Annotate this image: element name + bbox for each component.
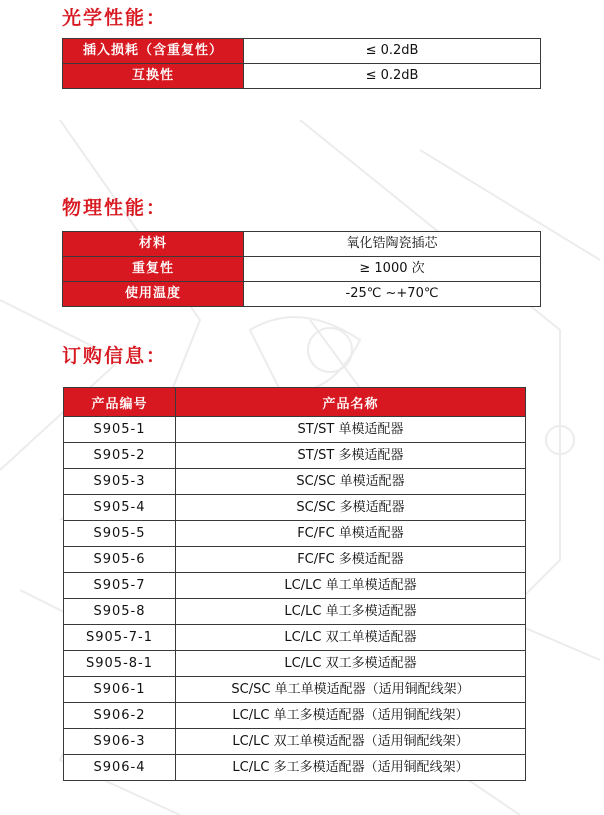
physical-spec-table bbox=[62, 231, 541, 307]
column-header-name: 产品名称 bbox=[176, 388, 526, 417]
product-code-cell: S905-6 bbox=[64, 547, 176, 573]
table-row bbox=[64, 651, 526, 677]
table-header-row bbox=[64, 388, 526, 417]
table-row bbox=[64, 495, 526, 521]
table-row bbox=[64, 443, 526, 469]
spec-label: 互换性 bbox=[63, 64, 244, 89]
ordering-table bbox=[63, 387, 526, 781]
ordering-heading: 订购信息： bbox=[62, 345, 168, 367]
product-code-cell: S906-1 bbox=[64, 677, 176, 703]
product-name-cell: LC/LC 单工单模适配器 bbox=[176, 573, 526, 599]
product-name-cell: FC/FC 多模适配器 bbox=[176, 547, 526, 573]
product-name-cell: SC/SC 多模适配器 bbox=[176, 495, 526, 521]
spec-value: ≥ 1000 次 bbox=[244, 257, 541, 282]
table-row bbox=[64, 573, 526, 599]
table-row bbox=[64, 469, 526, 495]
optical-heading: 光学性能： bbox=[62, 7, 168, 29]
product-name-cell: FC/FC 单模适配器 bbox=[176, 521, 526, 547]
table-row bbox=[64, 755, 526, 781]
product-name-cell: ST/ST 单模适配器 bbox=[176, 417, 526, 443]
spec-label: 材料 bbox=[63, 232, 244, 257]
product-code-cell: S905-5 bbox=[64, 521, 176, 547]
product-code-cell: S905-8 bbox=[64, 599, 176, 625]
column-header-code: 产品编号 bbox=[64, 388, 176, 417]
table-row bbox=[63, 282, 541, 307]
product-name-cell: LC/LC 双工单模适配器（适用铜配线架） bbox=[176, 729, 526, 755]
table-row bbox=[63, 232, 541, 257]
table-row bbox=[64, 521, 526, 547]
spec-value: ≤ 0.2dB bbox=[244, 39, 541, 64]
spec-value: -25℃ ~+70℃ bbox=[244, 282, 541, 307]
table-row bbox=[64, 677, 526, 703]
product-code-cell: S905-1 bbox=[64, 417, 176, 443]
table-row bbox=[63, 64, 541, 89]
table-row bbox=[63, 39, 541, 64]
product-name-cell: SC/SC 单工单模适配器（适用铜配线架） bbox=[176, 677, 526, 703]
product-code-cell: S905-4 bbox=[64, 495, 176, 521]
optical-spec-table bbox=[62, 38, 541, 89]
product-code-cell: S906-2 bbox=[64, 703, 176, 729]
product-name-cell: LC/LC 多工多模适配器（适用铜配线架） bbox=[176, 755, 526, 781]
physical-heading: 物理性能： bbox=[62, 197, 168, 219]
product-name-cell: LC/LC 双工单模适配器 bbox=[176, 625, 526, 651]
product-name-cell: LC/LC 单工多模适配器（适用铜配线架） bbox=[176, 703, 526, 729]
product-code-cell: S906-4 bbox=[64, 755, 176, 781]
product-code-cell: S905-3 bbox=[64, 469, 176, 495]
product-name-cell: LC/LC 双工多模适配器 bbox=[176, 651, 526, 677]
product-code-cell: S905-2 bbox=[64, 443, 176, 469]
spec-label: 重复性 bbox=[63, 257, 244, 282]
product-name-cell: ST/ST 多模适配器 bbox=[176, 443, 526, 469]
table-row bbox=[63, 257, 541, 282]
product-code-cell: S905-8-1 bbox=[64, 651, 176, 677]
product-code-cell: S905-7-1 bbox=[64, 625, 176, 651]
table-row bbox=[64, 729, 526, 755]
table-row bbox=[64, 547, 526, 573]
spec-value: 氧化锆陶瓷插芯 bbox=[244, 232, 541, 257]
table-row bbox=[64, 625, 526, 651]
table-row bbox=[64, 417, 526, 443]
table-row bbox=[64, 599, 526, 625]
spec-label: 使用温度 bbox=[63, 282, 244, 307]
table-row bbox=[64, 703, 526, 729]
product-code-cell: S905-7 bbox=[64, 573, 176, 599]
product-name-cell: SC/SC 单模适配器 bbox=[176, 469, 526, 495]
spec-value: ≤ 0.2dB bbox=[244, 64, 541, 89]
spec-label: 插入损耗（含重复性） bbox=[63, 39, 244, 64]
product-name-cell: LC/LC 单工多模适配器 bbox=[176, 599, 526, 625]
product-code-cell: S906-3 bbox=[64, 729, 176, 755]
